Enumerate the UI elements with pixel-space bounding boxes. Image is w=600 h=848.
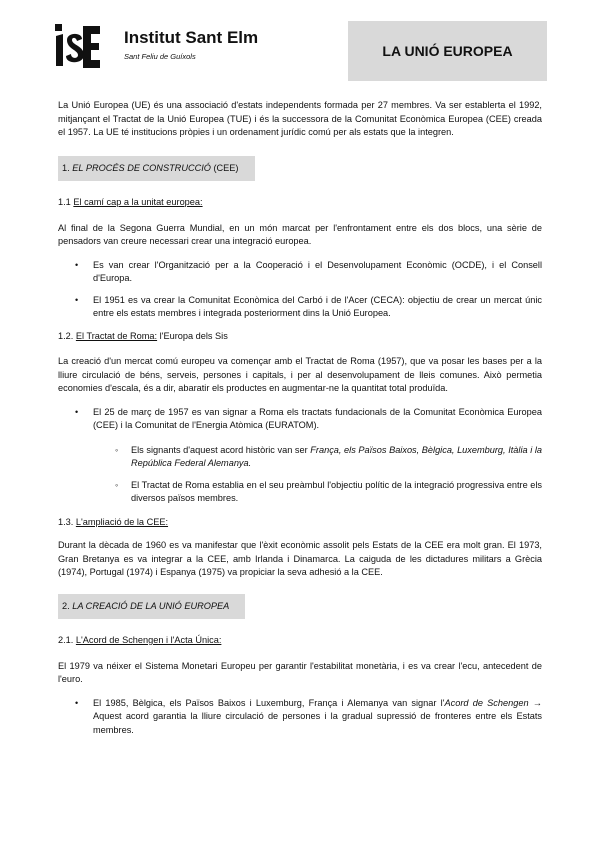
ise-logo-icon (52, 20, 102, 70)
section-1-heading: 1. EL PROCÉS DE CONSTRUCCIÓ (CEE) (58, 156, 255, 182)
institution-location: Sant Feliu de Guíxols (124, 52, 196, 61)
list-item: • El 1951 es va crear la Comunitat Econòmica del Carbó i de l'Acer (CECA): objectiu de crear un mercat únic entre els estats membres i integrada posteriorment dins la Unió Europea. (58, 294, 542, 321)
subsection-2-1-title: 2.1. L'Acord de Schengen i l'Acta Única: (58, 635, 222, 645)
subsection-1-2-paragraph: La creació d'un mercat comú europeu va començar amb el Tractat de Roma (1957), que va posar les bases per a la lliure circulació de béns, serveis, persones i capitals, i per al desenvolupament de lleis comunes. Això permetia economies d'escala, és a dir, abaratir els productes en augmentar-ne la quantitat total produïda. (58, 356, 542, 393)
subsection-2-1-paragraph: El 1979 va néixer el Sistema Monetari Europeu per garantir l'estabilitat monetària, i es va crear l'ecu, antecedent de l'euro. (58, 660, 542, 684)
list-item: • El 25 de març de 1957 es van signar a Roma els tractats fundacionals de la Comunitat Econòmica Europea (CEE) i la Comunitat de l'Energia Atòmica (EURATOM). (58, 406, 542, 433)
list-item: • Es van crear l'Organització per a la Cooperació i el Desenvolupament Econòmic (OCDE), i el Consell d'Europa. (58, 259, 542, 286)
list-item: • El 1985, Bèlgica, els Països Baixos i Luxemburg, França i Alemanya van signar l'Acord de Schengen → Aquest acord garantia la lliure circulació de persones i la gradual supressió de fronteres entre els Estats membres. (58, 697, 542, 738)
subsection-1-2-title: 1.2. El Tractat de Roma: l'Europa dels Sis (58, 330, 228, 341)
document-body (58, 95, 542, 737)
intro-paragraph: La Unió Europea (UE) és una associació d'estats independents formada per 27 membres. Va ser establerta el 1992, mitjançant el Tractat de la Unió Europea (TUE) i és la successora de la Comunitat Econòmica Europea (CEE) creada el 1957. La UE té institucions pròpies i un ordenament jurídic comú per als estats que la integren. (58, 100, 542, 137)
subsection-1-3-title: 1.3. L'ampliació de la CEE: (58, 516, 169, 527)
section-2-heading: 2. LA CREACIÓ DE LA UNIÓ EUROPEA (58, 594, 245, 620)
subsection-1-3-paragraph: Durant la dècada de 1960 es va manifestar que l'èxit econòmic assolit pels Estats de la CEE era molt gran. El 1973, Gran Bretanya es va integrar a la CEE, amb Irlanda i Dinamarca. La caiguda de les dictadures militars a Grècia (1974), Portugal (1974) i Espanya (1975) va propiciar la seva adhesió a la CEE. (58, 540, 542, 577)
institution-name: Institut Sant Elm (124, 28, 259, 47)
subsection-1-1-paragraph: Al final de la Segona Guerra Mundial, en un món marcat per l'enfrontament entre els dos blocs, una sèrie de pensadors van creure necessari crear una integració europea. (58, 222, 542, 246)
list-item: ◦ El Tractat de Roma establia en el seu preàmbul l'objectiu polític de la integració progressiva entre els diversos països membres. (58, 479, 542, 506)
subsection-1-1-title: 1.1 El camí cap a la unitat europea: (58, 197, 203, 207)
list-item: ◦ Els signants d'aquest acord històric van ser França, els Països Baixos, Bèlgica, Luxemburg, Itàlia i la República Federal Alemanya. (58, 444, 542, 471)
document-title: LA UNIÓ EUROPEA (348, 21, 547, 81)
